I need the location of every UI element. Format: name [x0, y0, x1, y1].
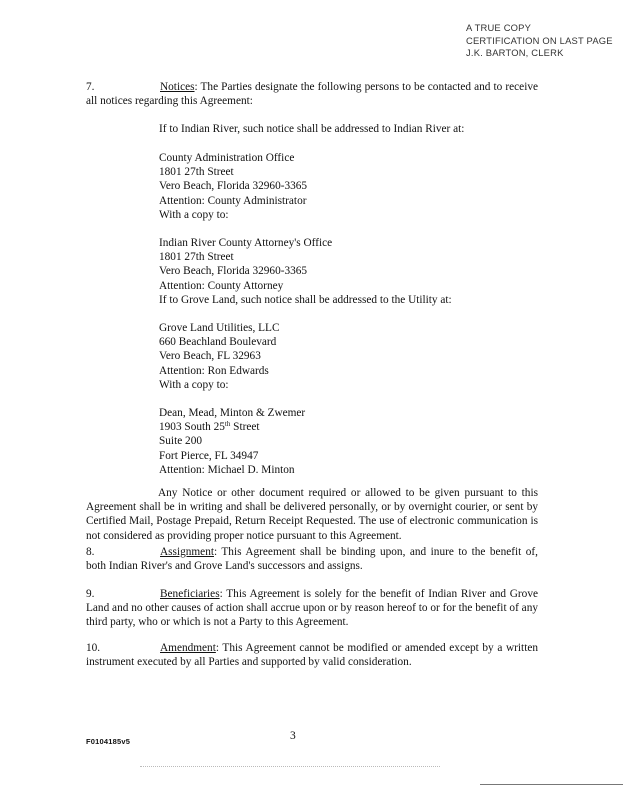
copy-to-label-1: With a copy to: — [159, 209, 229, 221]
section-7-number: 7. — [86, 81, 95, 93]
address-line: 660 Beachland Boulevard — [159, 336, 277, 349]
indian-river-copy-address — [159, 236, 452, 307]
address-line: Vero Beach, FL 32963 — [159, 350, 261, 363]
section-8-number: 8. — [86, 546, 95, 558]
section-9-title: Beneficiaries — [160, 588, 220, 600]
address-line: Attention: County Administrator — [159, 194, 307, 207]
grove-land-intro: If to Grove Land, such notice shall be addressed to the Utility at: — [159, 293, 452, 306]
stamp-line-1: A TRUE COPY — [466, 22, 532, 33]
address-line: County Administration Office — [159, 152, 295, 164]
address-line: Attention: Ron Edwards — [159, 364, 269, 377]
section-9-text: : This Agreement is solely for the benefit of Indian River and Grove Land and no other causes of action shall accrue upon or by reason hereof to or for the benefit of any third party, who or which is not a Party to this Agreement. — [86, 588, 538, 629]
address-line: Suite 200 — [159, 435, 202, 448]
grove-land-copy-address — [159, 406, 305, 477]
section-7-title: Notices — [160, 81, 195, 93]
address-line: Attention: Michael D. Minton — [159, 463, 295, 476]
address-line: Fort Pierce, FL 34947 — [159, 449, 259, 462]
ordinal-suffix: th — [224, 420, 231, 429]
address-line: 1801 27th Street — [159, 251, 234, 264]
stamp-line-2: CERTIFICATION ON LAST PAGE — [466, 34, 613, 46]
street-number: 1903 South 25 — [159, 421, 225, 434]
address-line: Indian River County Attorney's Office — [159, 237, 333, 249]
address-line: 1801 27th Street — [159, 166, 234, 179]
section-9-beneficiaries — [86, 587, 538, 630]
section-7-text: : The Parties designate the following persons to be contacted and to receive all notices regarding this Agreement: — [86, 81, 538, 108]
address-line: Dean, Mead, Minton & Zwemer — [159, 407, 306, 419]
section-9-number: 9. — [86, 588, 95, 600]
address-line: Vero Beach, Florida 32960-3365 — [159, 265, 308, 278]
address-line: Attention: County Attorney — [159, 279, 284, 292]
indian-river-intro: If to Indian River, such notice shall be addressed to Indian River at: — [159, 123, 465, 135]
section-7-notices — [86, 80, 538, 108]
document-code: F0104185v5 — [86, 737, 131, 746]
clerk-certification-stamp — [466, 22, 616, 60]
section-10-title: Amendment — [160, 642, 216, 654]
section-8-assignment — [86, 545, 538, 573]
address-line: Grove Land Utilities, LLC — [159, 322, 280, 334]
section-10-text: : This Agreement cannot be modified or amended except by a written instrument executed by all Parties and supported by valid consideration. — [86, 642, 538, 669]
section-10-amendment — [86, 641, 538, 669]
scan-edge-line — [480, 784, 623, 785]
section-8-title: Assignment — [160, 546, 214, 558]
scan-artifact — [140, 766, 440, 769]
page-number: 3 — [290, 730, 296, 742]
street-word: Street — [230, 421, 260, 434]
grove-land-address — [159, 321, 279, 378]
section-10-number: 10. — [86, 642, 101, 654]
notice-delivery-paragraph: Any Notice or other document required or allowed to be given pursuant to this Agreement shall be in writing and shall be delivered personally, or by overnight courier, or sent by Certified Mail, Postage Prepaid, Return Receipt Requested. The use of electronic communication is not considered as providing proper notice pursuant to this Agreement. — [86, 487, 538, 542]
address-line — [159, 420, 305, 434]
indian-river-address — [159, 151, 307, 208]
copy-to-label-2: With a copy to: — [159, 379, 229, 391]
address-line: Vero Beach, Florida 32960-3365 — [159, 180, 308, 193]
section-8-text: : This Agreement shall be binding upon, and inure to the benefit of, both Indian River's and Grove Land's successors and assigns. — [86, 546, 538, 573]
stamp-line-3: J.K. BARTON, CLERK — [466, 47, 564, 58]
